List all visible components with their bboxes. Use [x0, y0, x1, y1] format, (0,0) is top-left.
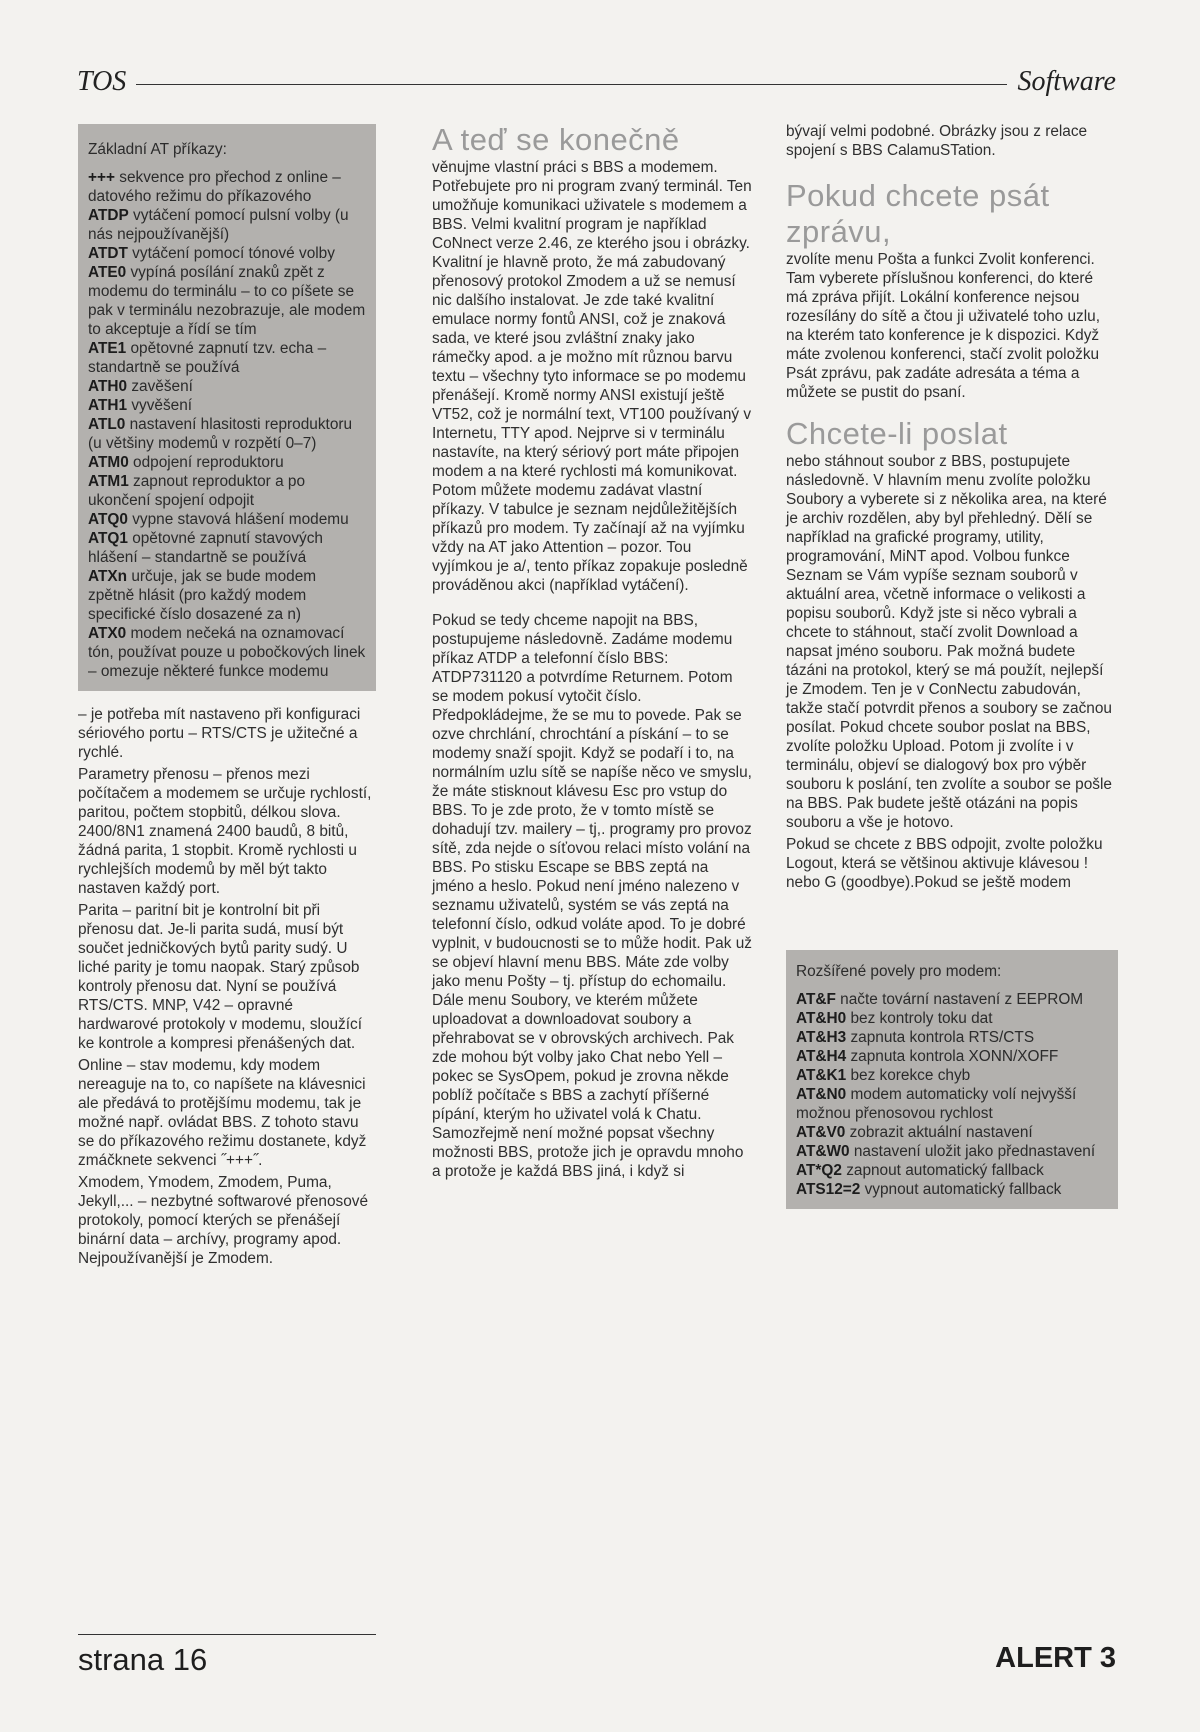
command-item: [88, 339, 366, 377]
command-description: vypne stavová hlášení modemu: [132, 511, 349, 528]
command-item: [796, 1028, 1108, 1047]
command-description: bez kontroly toku dat: [850, 1010, 993, 1027]
basic-at-commands-box: [78, 124, 376, 691]
command-code: AT&H3: [796, 1029, 847, 1046]
command-description: vyvěšení: [131, 397, 193, 414]
command-item: [88, 472, 366, 510]
command-code: ATE0: [88, 264, 127, 281]
command-item: [796, 1085, 1108, 1123]
command-description: nastavení hlasitosti reproduktoru (u většiny modemů v rozpětí 0–7): [88, 416, 353, 452]
command-code: AT&F: [796, 991, 836, 1008]
paragraph: Parametry přenosu – přenos mezi počítačem a modemem se určuje rychlostí, paritou, počtem stopbitů, délkou slova. 2400/8N1 znamená 2400 baudů, 8 bitů, žádná parita, 1 stopbit. Kromě rychlosti u rychlejších modemů by měl být takto nastaven každý port.: [78, 766, 372, 897]
command-item: [88, 624, 366, 681]
command-description: vypnout automatický fallback: [864, 1181, 1062, 1198]
header-section-left: TOS: [77, 66, 136, 98]
box-title: Rozšířené povely pro modem:: [796, 963, 1002, 980]
command-description: odpojení reproduktoru: [133, 454, 284, 471]
command-code: AT*Q2: [796, 1162, 842, 1179]
command-item: [88, 529, 366, 567]
command-item: [88, 415, 366, 453]
command-item: [88, 377, 366, 396]
box-title: Základní AT příkazy:: [88, 141, 227, 158]
command-code: +++: [88, 169, 115, 186]
command-code: ATX0: [88, 625, 127, 642]
command-code: ATXn: [88, 568, 128, 585]
command-description: nastavení uložit jako přednastavení: [853, 1143, 1096, 1160]
command-item: [88, 567, 366, 624]
command-item: [88, 168, 366, 206]
footer-rule: [78, 1634, 376, 1635]
page-number: strana 16: [78, 1642, 208, 1677]
command-item: [88, 263, 366, 339]
paragraph: bývají velmi podobné. Obrázky jsou z relace spojení s BBS CalamuSTation.: [786, 123, 1088, 159]
command-code: ATH0: [88, 378, 128, 395]
command-description: modem nečeká na oznamovací tón, používat pouze u pobočkových linek – omezuje některé funkce modemu: [88, 625, 366, 680]
column-1: [78, 122, 376, 1271]
command-code: ATL0: [88, 416, 126, 433]
command-description: opětovné zapnutí stavových hlášení – standartně se používá: [88, 530, 323, 566]
command-item: [88, 206, 366, 244]
command-description: určuje, jak se bude modem zpětně hlásit (pro každý modem specifické číslo dosazené za n): [88, 568, 317, 623]
paragraph: Xmodem, Ymodem, Zmodem, Puma, Jekyll,... – nezbytné softwarové přenosové protokoly, pomocí kterých se přenášejí binární data – archívy, programy apod. Nejpoužívanější je Zmodem.: [78, 1174, 369, 1267]
command-description: opětovné zapnutí tzv. echa – standartně se používá: [88, 340, 327, 376]
command-code: AT&W0: [796, 1143, 850, 1160]
command-item: [796, 1047, 1108, 1066]
command-item: [796, 1009, 1108, 1028]
command-description: zapnuta kontrola XONN/XOFF: [850, 1048, 1059, 1065]
command-description: vypíná posílání znaků zpět z modemu do terminálu – to co píšete se pak v terminálu nezobrazuje, ale modem to akceptuje a řídí se tím: [88, 264, 366, 338]
paragraph: Parita – paritní bit je kontrolní bit při přenosu dat. Je-li parita sudá, musí být součet jedničkových bytů parity sudý. U liché parity je tomu naopak. Starý způsob kontroly přenosu dat. Nyní se používá RTS/CTS. MNP, V42 – opravné hardwarové protokoly v modemu, sloužící ke kontrole a kompresi přenášených dat.: [78, 902, 362, 1052]
command-code: ATH1: [88, 397, 128, 414]
paragraph: věnujme vlastní práci s BBS a modemem. Potřebujete pro ni program zvaný terminál. Ten umožňuje komunikaci uživatele s modemem a BBS. Velmi kvalitní program je například CoNnect verze 2.46, ze kterého jsou i obrázky. Kvalitní je hlavně proto, že má zabudovaný přenosový protokol Zmodem a už se nemusí nic dalšího instalovat. Je zde také kvalitní emulace normy fontů ANSI, což je znaková sada, ve které jsou zvláštní znaky jako rámečky apod. a je možno mít různou barvu textu – všechny tyto informace se po modemu přenášejí. Kromě normy ANSI existují ještě VT52, což je normální text, VT100 používaný v Internetu, TTY apod. Nejprve si v terminálu nastavíte, na který sériový port máte připojen modem a na které rychlosti má komunikovat. Potom můžete modemu zadávat vlastní příkazy. V tabulce je seznam nejdůležitějších příkazů pro modem. Ty začínají až na vyjímku vždy na AT jako Attention – pozor. Tou vyjímkou je a/, tento příkaz zopakuje posledně prováděnou akci (například vytáčení).: [432, 159, 752, 594]
command-code: ATDT: [88, 245, 128, 262]
command-item: [88, 244, 366, 263]
paragraph: Online – stav modemu, kdy modem nereaguje na to, co napíšete na klávesnici ale předává to protějšímu modemu, tak je možné např. ovládat BBS. Z tohoto stavu se do příkazového režimu dostanete, když zmáčknete sekvenci ˝+++˝.: [78, 1057, 367, 1169]
paragraph: – je potřeba mít nastaveno při konfiguraci sériového portu – RTS/CTS je užitečné a rychlé.: [78, 706, 361, 761]
command-description: zavěšení: [131, 378, 193, 395]
header-section-right: Software: [1007, 66, 1116, 98]
command-code: ATQ1: [88, 530, 128, 547]
command-code: AT&H4: [796, 1048, 847, 1065]
paragraph: Pokud se tedy chceme napojit na BBS, postupujeme následovně. Zadáme modemu příkaz ATDP a telefonní číslo BBS: ATDP731120 a potvrdíme Returnem. Potom se modem pokusí vytočit číslo. Předpokládejme, že se mu to povede. Pak se ozve chrchlání, chrochtání a pískání – to se modemy snaží spojit. Když se podaří i to, na normálním uzlu sítě se napíše něco ve smyslu, že máte stisknout klávesu Esc pro vstup do BBS. To je zde proto, že v tomto místě se dohadují tzv. mailery – tj,. programy pro provoz sítě, zda nejde o síťovou relaci místo volání na BBS. Po stisku Escape se BBS zeptá na jméno a heslo. Pokud není jméno nalezeno v seznamu uživatelů, systém se vás zeptá na telefonní číslo, odkud voláte apod. To je dobré vyplnit, v budoucnosti se to může hodit. Pak už se objeví hlavní menu BBS. Máte zde volby jako menu Pošty – tj. přístup do echomailu. Dále menu Soubory, ve kterém můžete uploadovat a downloadovat soubory a přehrabovat se v obrovských archivech. Pak zde mohou být volby jako Chat nebo Yell – pokec se SysOpem, pokud je zrovna někde poblíž počítače s BBS a zachytí příšerné pípání, kterým ho uživatel volá k Chatu. Samozřejmě není možné popsat všechny možnosti BBS, protože jich je opravdu mnoho a protože je každá BBS jiná, i když si: [432, 612, 752, 1180]
command-code: ATM0: [88, 454, 129, 471]
command-description: vytáčení pomocí tónové volby: [132, 245, 335, 262]
command-code: ATS12=2: [796, 1181, 861, 1198]
column-3: [786, 122, 1118, 1223]
command-item: [88, 396, 366, 415]
page-header: [77, 66, 1116, 106]
command-item: [796, 1066, 1108, 1085]
command-item: [796, 1123, 1108, 1142]
command-code: ATQ0: [88, 511, 128, 528]
command-item: [796, 1180, 1108, 1199]
command-code: ATE1: [88, 340, 127, 357]
paragraph: Pokud se chcete z BBS odpojit, zvolte položku Logout, která se většinou aktivuje klávesou ! nebo G (goodbye).Pokud se ještě modem: [786, 836, 1103, 891]
paragraph: zvolíte menu Pošta a funkci Zvolit konferenci. Tam vyberete příslušnou konferenci, do které má zpráva přijít. Lokální konference nejsou rozesílány do sítě a čtou ji uživatelé toho uzlu, na kterém tato konference je k dispozici. Když máte zvolenou konferenci, stačí zvolit položku Psát zprávu, pak zadáte adresáta a téma a můžete se pustit do psaní.: [786, 251, 1100, 401]
command-description: modem automaticky volí nejvyšší možnou přenosovou rychlost: [796, 1086, 1077, 1122]
command-description: sekvence pro přechod z online – datového režimu do příkazového: [88, 169, 341, 205]
command-description: zobrazit aktuální nastavení: [849, 1124, 1033, 1141]
command-item: [796, 1161, 1108, 1180]
command-description: zapnout reproduktor a po ukončení spojení odpojit: [88, 473, 306, 509]
command-code: AT&K1: [796, 1067, 847, 1084]
command-item: [796, 1142, 1108, 1161]
command-item: [88, 453, 366, 472]
command-code: AT&N0: [796, 1086, 847, 1103]
command-item: [88, 510, 366, 529]
command-description: vytáčení pomocí pulsní volby (u nás nejpoužívanější): [88, 207, 349, 243]
command-code: ATDP: [88, 207, 129, 224]
section-heading: Chcete-li poslat: [786, 416, 1008, 451]
command-item: [796, 990, 1108, 1009]
section-heading: Pokud chcete psát zprávu,: [786, 178, 1050, 249]
command-description: zapnuta kontrola RTS/CTS: [850, 1029, 1035, 1046]
command-code: AT&V0: [796, 1124, 846, 1141]
command-code: ATM1: [88, 473, 129, 490]
paragraph: nebo stáhnout soubor z BBS, postupujete následovně. V hlavním menu zvolíte položku Soubory a vyberete si z několika area, na které je archiv rozdělen, aby byl přehledný. Dělí se například na grafické programy, utility, programování, MiNT apod. Volbou funkce Seznam se Vám vypíše seznam souborů v aktuální area, včetně informace o velikosti a popisu souborů. Když jste si něco vybrali a chcete to stáhnout, stačí zvolit Download a napsat jméno souboru. Pak možná budete tázáni na protokol, který se má použít, nejlepší je Zmodem. Ten je v ConNectu zabudován, takže stačí potvrdit přenos a soubory se začnou posílat. Pokud chcete soubor poslat na BBS, zvolíte položku Upload. Potom ji zvolíte i v terminálu, objeví se dialogový box pro výběr souboru k poslání, ten zvolíte a soubor se pošle na BBS. Pak budete ještě otázáni na popis souboru a vše je hotovo.: [786, 453, 1112, 831]
section-heading: A teď se konečně: [432, 122, 680, 157]
magazine-issue: ALERT 3: [995, 1642, 1116, 1674]
command-code: AT&H0: [796, 1010, 847, 1027]
command-description: načte tovární nastavení z EEPROM: [840, 991, 1084, 1008]
extended-modem-commands-box: [786, 950, 1118, 1209]
column-2: [432, 122, 752, 1184]
command-description: bez korekce chyb: [850, 1067, 971, 1084]
command-description: zapnout automatický fallback: [846, 1162, 1044, 1179]
header-rule: [77, 84, 1116, 85]
